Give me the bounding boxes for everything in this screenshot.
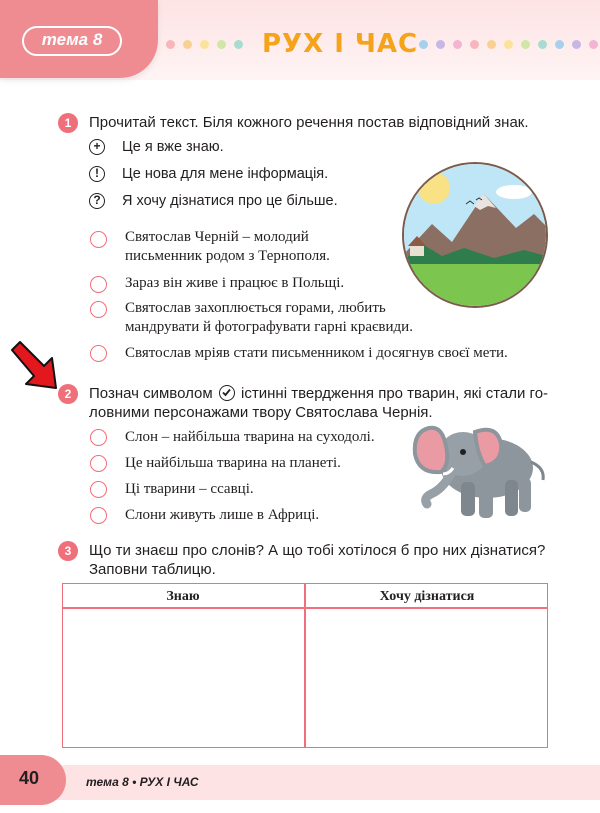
header-dot [166,40,175,49]
fact-2-checkbox[interactable] [90,455,107,472]
header-dot [521,40,530,49]
statement-3-line1: Святослав захоплюється горами, любить [125,300,386,316]
statement-1-checkbox[interactable] [90,231,107,248]
exercise-1-instruction: Прочитай текст. Біля кожного речення постав відповідний знак. [89,114,529,131]
statement-3-checkbox[interactable] [90,301,107,318]
exercise-2-instruction-line2: ловними персонажами твору Святослава Чернія. [89,404,433,421]
statement-4-line1: Святослав мріяв стати письменником і досягнув своєї мети. [125,345,508,361]
fact-3-checkbox[interactable] [90,481,107,498]
exercise-3-instruction-line1: Що ти знаєш про слонів? А що тобі хотілося б про них дізнатися? [89,542,546,559]
header-dot [538,40,547,49]
header-dot [200,40,209,49]
legend-plus-text: Це я вже знаю. [122,139,224,155]
exercise-3-number: 3 [58,541,78,561]
checkmark-icon [219,385,235,401]
header-dot [419,40,428,49]
legend-question-symbol: ? [89,193,105,209]
table-cell-want-to-know[interactable] [306,609,546,746]
theme-label: тема 8 [41,30,103,49]
header-dot [217,40,226,49]
fact-1-text: Слон – найбільша тварина на суходолі. [125,429,375,445]
header-dot [555,40,564,49]
header-dot [436,40,445,49]
exercise-3-instruction-line2: Заповни таблицю. [89,561,216,578]
mountain-landscape-image [402,162,548,308]
fact-2-text: Це найбільша тварина на планеті. [125,455,341,471]
footer-running-title: тема 8 • РУХ І ЧАС [86,775,199,789]
fact-4-text: Слони живуть лише в Африці. [125,507,320,523]
header-dot [470,40,479,49]
fact-3-text: Ці тварини – ссавці. [125,481,254,497]
exercise-1-number: 1 [58,113,78,133]
legend-question-text: Я хочу дізнатися про це більше. [122,193,338,209]
exercise-2-instruction-part2: істинні твердження про тварин, які стали го- [241,385,549,402]
page-title: РУХ І ЧАС [262,29,419,59]
statement-1-line2: письменник родом з Тернополя. [125,248,330,264]
header-dot [589,40,598,49]
fact-1-checkbox[interactable] [90,429,107,446]
statement-1-line1: Святослав Черній – молодий [125,229,309,245]
page-number: 40 [18,768,40,788]
statement-3-line2: мандрувати й фотографувати гарні краєвиди. [125,319,413,335]
fact-4-checkbox[interactable] [90,507,107,524]
header-dot [453,40,462,49]
header-dot [504,40,513,49]
legend-exclamation-symbol: ! [89,166,105,182]
table-cell-know[interactable] [64,609,303,746]
legend-plus-symbol: + [89,139,105,155]
table-header-want-to-know: Хочу дізнатися [379,589,475,604]
header-dot [572,40,581,49]
table-header-know: Знаю [166,589,200,604]
elephant-image [405,418,555,531]
statement-2-line1: Зараз він живе і працює в Польщі. [125,275,345,291]
exercise-2-instruction-part1: Познач символом [89,385,213,402]
red-arrow-icon [6,336,66,401]
statement-4-checkbox[interactable] [90,345,107,362]
exercise-2-number: 2 [58,384,78,404]
header-dot [487,40,496,49]
statement-2-checkbox[interactable] [90,276,107,293]
header-dot [183,40,192,49]
legend-exclamation-text: Це нова для мене інформація. [122,166,329,182]
exercise-2-instruction-line1 [89,384,548,403]
header-dot [234,40,243,49]
